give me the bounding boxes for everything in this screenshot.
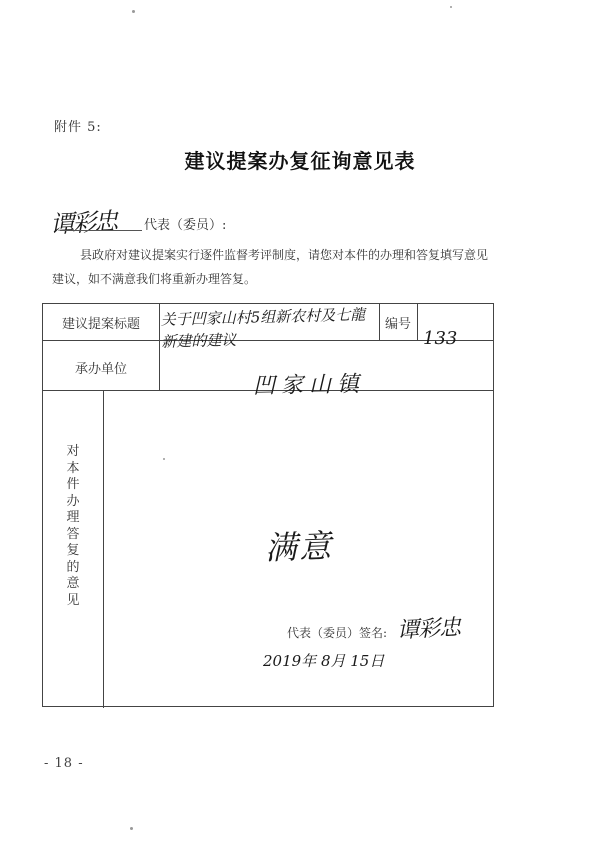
number-label: 编号 xyxy=(384,317,411,332)
page-number: - 18 - xyxy=(44,756,84,771)
scan-speckle xyxy=(130,827,133,830)
table-rule xyxy=(103,390,104,708)
signature-handwriting: 谭彩忠 xyxy=(396,615,461,644)
opinion-form-table xyxy=(42,303,494,707)
document-title: 建议提案办复征询意见表 xyxy=(184,149,416,173)
scan-speckle xyxy=(132,10,135,13)
attachment-label: 附件 5: xyxy=(54,120,102,135)
intro-paragraph: 县政府对建议提案实行逐件监督考评制度，请您对本件的办理和答复填写意见建议，如不满意我们将重新办理答复。 xyxy=(52,248,489,286)
opinion-label-vertical: 对本件办理答复的意见 xyxy=(66,444,80,608)
table-rule xyxy=(417,304,418,340)
handling-unit-label: 承办单位 xyxy=(74,362,127,377)
table-rule xyxy=(159,340,160,390)
proposal-title-label: 建议提案标题 xyxy=(61,317,140,332)
addressee-handwritten-name: 谭彩忠 xyxy=(49,207,117,239)
scan-speckle xyxy=(450,6,452,8)
date-handwriting: 2019年 8月 15日 xyxy=(263,652,385,670)
proposal-title-handwriting: 关于凹家山村5组新农村及七龍新建的建议 xyxy=(160,305,366,351)
number-handwriting: 133 xyxy=(423,328,458,349)
addressee-suffix: 代表（委员）: xyxy=(144,218,227,233)
addressee-underline xyxy=(60,230,142,231)
opinion-handwriting: 满意 xyxy=(264,526,334,568)
handling-unit-handwriting: 凹家山镇 xyxy=(252,372,366,399)
signature-label: 代表（委员）签名: xyxy=(287,626,388,640)
